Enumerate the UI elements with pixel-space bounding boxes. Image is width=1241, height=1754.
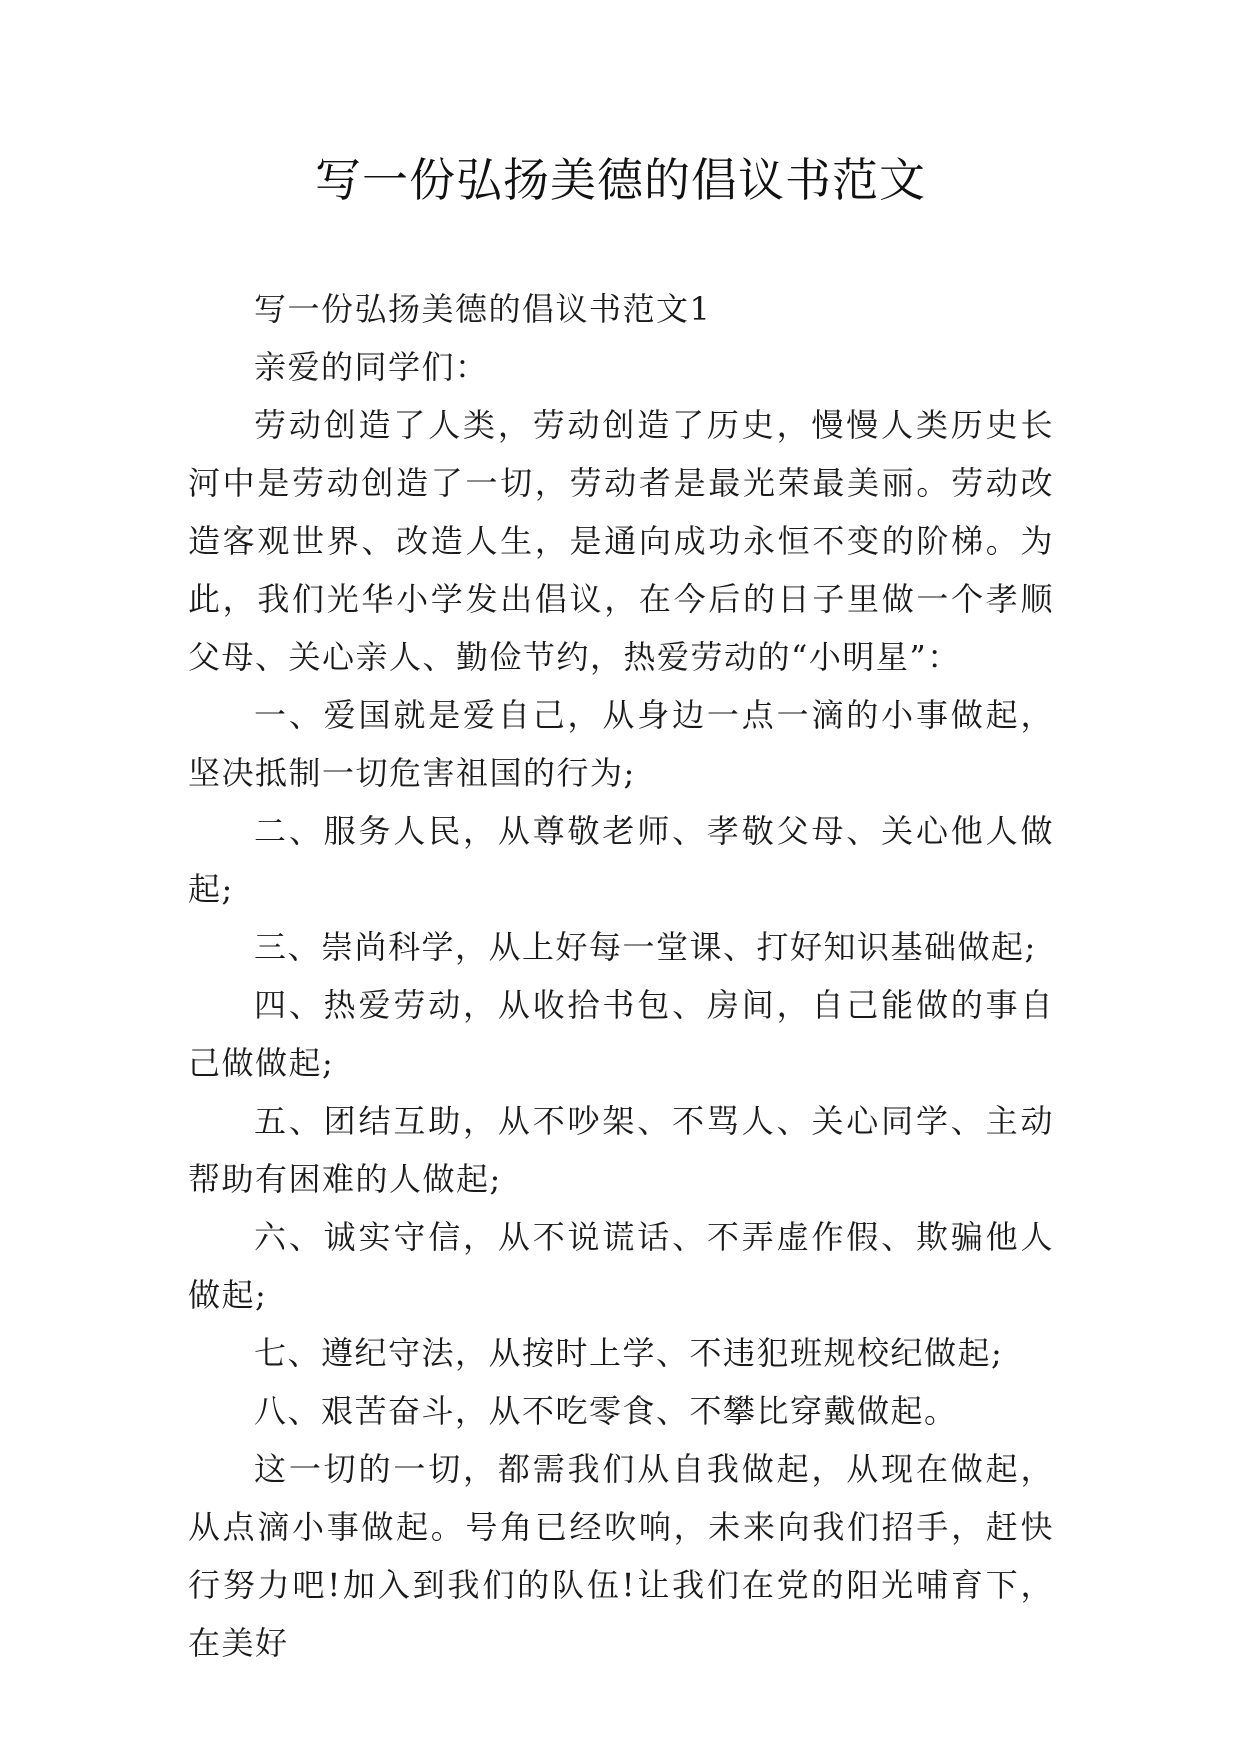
document-body <box>188 280 1054 1672</box>
initiative-item-8: 八、艰苦奋斗，从不吃零食、不攀比穿戴做起。 <box>254 1392 958 1430</box>
initiative-item-6: 六、诚实守信，从不说谎话、不弄虚作假、欺骗他人做起; <box>188 1218 1054 1314</box>
document-title: 写一份弘扬美德的倡议书范文 <box>315 153 926 207</box>
initiative-item-1: 一、爱国就是爱自己，从身边一点一滴的小事做起，坚决抵制一切危害祖国的行为; <box>188 696 1054 792</box>
salutation: 亲爱的同学们： <box>254 348 489 386</box>
initiative-item-3: 三、崇尚科学，从上好每一堂课、打好知识基础做起; <box>254 928 1037 966</box>
intro-paragraph: 劳动创造了人类，劳动创造了历史，慢慢人类历史长河中是劳动创造了一切，劳动者是最光荣最美丽。劳动改造客观世界、改造人生，是通向成功永恒不变的阶梯。为此，我们光华小学发出倡议，在今后的日子里做一个孝顺父母、关心亲人、勤俭节约，热爱劳动的“小明星”： <box>188 406 1054 676</box>
initiative-item-4: 四、热爱劳动，从收拾书包、房间，自己能做的事自己做做起; <box>188 986 1054 1082</box>
closing-paragraph: 这一切的一切，都需我们从自我做起，从现在做起，从点滴小事做起。号角已经吹响，未来向我们招手，赶快行努力吧!加入到我们的队伍!让我们在党的阳光哺育下，在美好 <box>188 1450 1054 1662</box>
initiative-item-5: 五、团结互助，从不吵架、不骂人、关心同学、主动帮助有困难的人做起; <box>188 1102 1054 1198</box>
initiative-item-2: 二、服务人民，从尊敬老师、孝敬父母、关心他人做起; <box>188 812 1054 908</box>
section-heading: 写一份弘扬美德的倡议书范文1 <box>254 290 712 328</box>
initiative-item-7: 七、遵纪守法，从按时上学、不违犯班规校纪做起; <box>254 1334 1004 1372</box>
